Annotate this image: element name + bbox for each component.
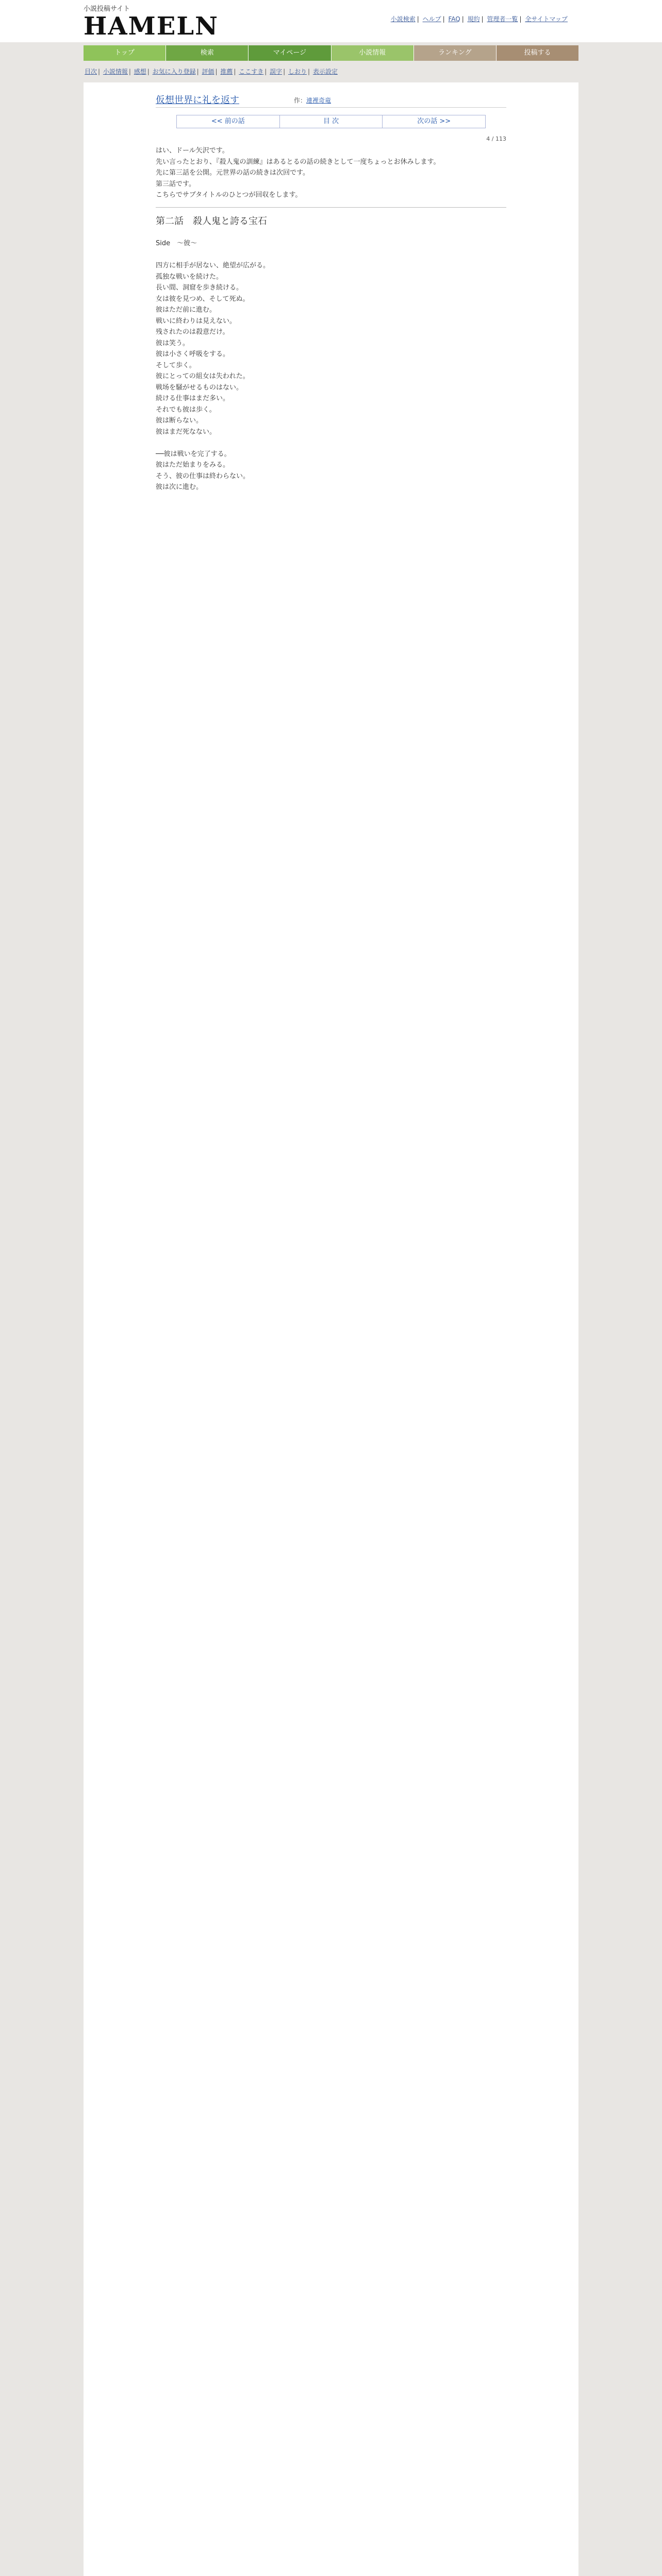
body-line: 孤独な戦いを続けた。: [156, 273, 223, 281]
preface-line: 先い言ったとおり、『殺人鬼の訓練』はあるとるの話の続きとして一度ちょっとお休みします。: [156, 158, 440, 166]
subnav-info[interactable]: 小説情報: [103, 68, 128, 75]
body-line: 女は彼を見つめ、そして死ぬ。: [156, 295, 250, 303]
nav-post[interactable]: 投稿する: [496, 45, 578, 61]
preface-line: 第三話です。: [156, 180, 195, 188]
subnav-typo[interactable]: 誤字: [270, 68, 283, 75]
preface: [156, 145, 506, 201]
body-line: 長い間、洞窟を歩き続ける。: [156, 284, 243, 292]
subnav-like[interactable]: ここすき: [239, 68, 264, 75]
author-label: 作：: [294, 97, 307, 104]
top-link-search[interactable]: 小説検索: [390, 15, 416, 23]
main-nav: [84, 45, 578, 61]
nav-search[interactable]: 検索: [166, 45, 249, 61]
body-line: ──彼は戦いを完了する。: [156, 450, 231, 458]
top-link-terms[interactable]: 規約: [467, 15, 480, 23]
side-label: Side ～彼～: [156, 240, 197, 247]
body-line: そして歩く。: [156, 361, 196, 369]
top-link-admins[interactable]: 管理者一覧: [487, 15, 518, 23]
chapter-pager: [176, 115, 486, 128]
novel-title-row: [156, 92, 506, 108]
subnav-reviews[interactable]: 感想: [134, 68, 146, 75]
body-line: 戦场を騒がせるものはない。: [156, 383, 243, 392]
body-line: 続ける仕事はまだ多い。: [156, 395, 230, 402]
nav-ranking[interactable]: ランキング: [414, 45, 496, 61]
nav-novel-info[interactable]: 小説情報: [332, 45, 414, 61]
subnav-rate[interactable]: 評価: [202, 68, 214, 75]
body-line: 四方に相手が居ない、絶望が広がる。: [156, 262, 270, 269]
top-link-help[interactable]: ヘルプ: [422, 15, 441, 23]
novel-title[interactable]: 仮想世界に礼を返す: [156, 95, 239, 106]
body-line: 彼はまだ死なない。: [156, 428, 217, 436]
body-line: 彼はただ始まりをみる。: [156, 461, 230, 469]
subnav-recommend[interactable]: 推薦: [220, 68, 233, 75]
chapter-title: 第二話 殺人鬼と誇る宝石: [156, 215, 267, 227]
preface-line: こちらでサブタイトルのひとつが回収をします。: [156, 191, 302, 199]
preface-line: はい、ドール矢沢です。: [156, 147, 229, 155]
author-link[interactable]: 連裡奇竜: [306, 97, 332, 104]
site-logo[interactable]: [84, 3, 219, 41]
top-links: 小説検索 | ヘルプ | FAQ | 規約 | 管理者一覧 | 全サイトマップ: [390, 15, 568, 23]
page-number: 4 / 113: [486, 135, 506, 142]
novel-subnav: 目次 | 小説情報 | 感想 | お気に入り登録 | 評価 | 推薦 | ここすき | 誤字 | しおり | 表示設定: [85, 68, 338, 75]
subnav-bookmark[interactable]: しおり: [288, 68, 307, 75]
logo-tagline: 小説投稿サイト: [84, 5, 130, 13]
body-line: それでも彼は歩く。: [156, 405, 216, 414]
nav-top[interactable]: トップ: [84, 45, 166, 61]
next-chapter-link[interactable]: 次の話 >>: [417, 117, 451, 125]
author-line: [294, 96, 331, 105]
subnav-favorite[interactable]: お気に入り登録: [152, 68, 196, 75]
body-line: 彼は笑う。: [156, 339, 190, 347]
logo-brand: HAMELN: [84, 12, 219, 41]
main-content: [84, 82, 578, 2576]
prev-chapter-link[interactable]: << 前の話: [177, 115, 280, 128]
subnav-display-settings[interactable]: 表示設定: [312, 68, 338, 75]
body-line: 残されたのは殺意だけ。: [156, 328, 229, 336]
body-line: 彼は小さく呼吸をする。: [156, 350, 230, 358]
body-line: 彼にとっての組女は失われた。: [156, 372, 250, 380]
body-line: 彼は次に進む。: [156, 483, 203, 491]
body-line: 戦いに終わりは見えない。: [156, 317, 237, 325]
preface-line: 先に第三話を公開。元世界の話の続きは次回です。: [156, 169, 309, 177]
nav-mypage[interactable]: マイページ: [249, 45, 331, 61]
body-line: 彼は断らない。: [156, 417, 203, 425]
chapter-body: [156, 227, 506, 493]
divider: [156, 207, 506, 208]
subnav-toc[interactable]: 目次: [85, 68, 97, 75]
top-link-faq[interactable]: FAQ: [448, 15, 460, 23]
top-link-sitemap[interactable]: 全サイトマップ: [525, 15, 568, 23]
site-header: [0, 0, 662, 42]
toc-link[interactable]: 目 次: [280, 115, 383, 128]
body-line: 彼はただ前に進む。: [156, 306, 217, 314]
body-line: そう、彼の仕事は終わらない。: [156, 472, 250, 480]
